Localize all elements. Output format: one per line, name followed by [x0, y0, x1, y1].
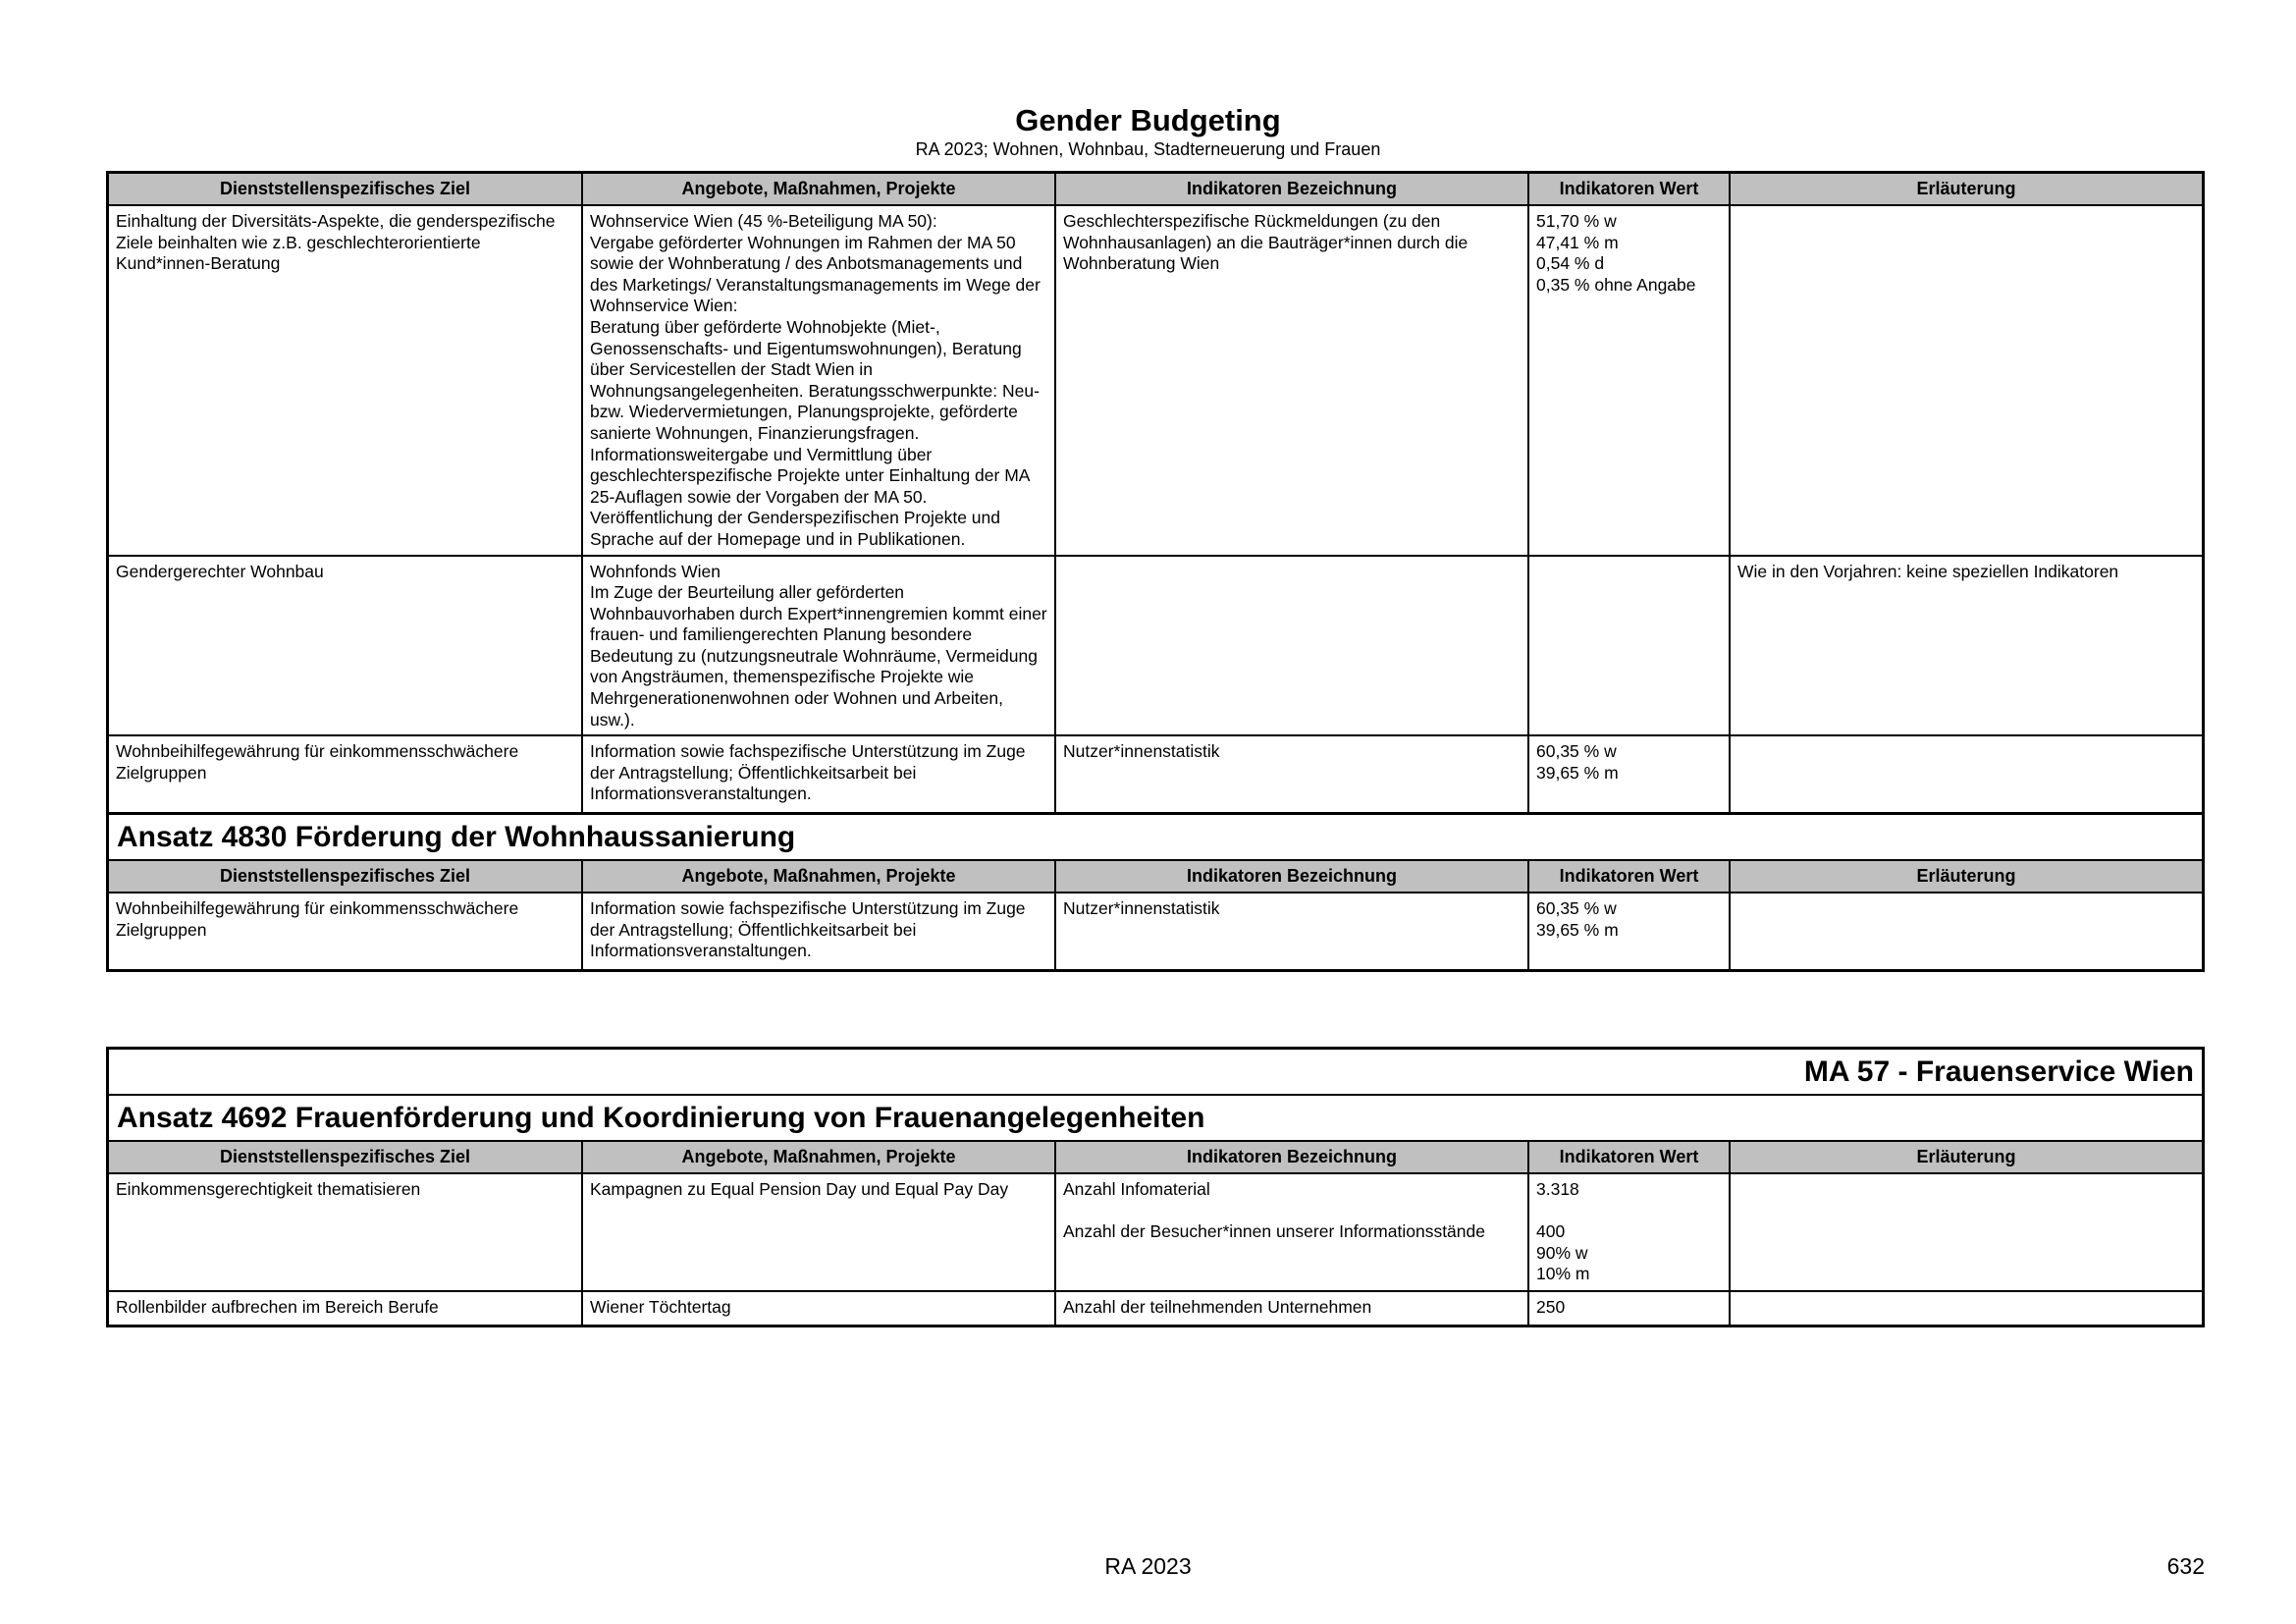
gender-budget-table-3	[109, 1142, 2202, 1325]
cell-ziel: Gendergerechter Wohnbau	[109, 556, 582, 736]
page-number: 632	[2166, 1553, 2205, 1579]
col-header-wert: Indikatoren Wert	[1528, 174, 1730, 205]
cell-erlaeuterung	[1730, 205, 2202, 556]
page-title: Gender Budgeting	[1015, 103, 1281, 137]
cell-indikator: Nutzer*innenstatistik	[1055, 735, 1528, 812]
cell-ziel: Rollenbilder aufbrechen im Bereich Berufe	[109, 1291, 582, 1325]
col-header-erlaeuterung: Erläuterung	[1730, 861, 2202, 893]
footer-report-label: RA 2023	[1104, 1553, 1192, 1579]
gender-budget-table-2	[109, 861, 2202, 969]
cell-indikator: Anzahl der teilnehmenden Unternehmen	[1055, 1291, 1528, 1325]
col-header-angebote: Angebote, Maßnahmen, Projekte	[582, 174, 1055, 205]
col-header-erlaeuterung: Erläuterung	[1730, 174, 2202, 205]
cell-wert: 250	[1528, 1291, 1730, 1325]
col-header-ziel: Dienststellenspezifisches Ziel	[109, 174, 582, 205]
cell-angebote: Wohnservice Wien (45 %-Beteiligung MA 50): Vergabe geförderter Wohnungen im Rahmen der MA 50 sowie der Wohnberatung / des Anbotsmanagements und des Marketings/ Veranstaltungsmanagements im Wege der Wohnservice Wien: Beratung über geförderte Wohnobjekte (Miet-, Genossenschafts- und Eigentumswohnungen), Beratung über Servicestellen der Stadt Wien in Wohnungsangelegenheiten. Beratungsschwerpunkte: Neu- bzw. Wiedervermietungen, Planungsprojekte, geförderte sanierte Wohnungen, Finanzierungsfragen. Informationsweitergabe und Vermittlung über geschlechterspezifische Projekte unter Einhaltung der MA 25-Auflagen sowie der Vorgaben der MA 50. Veröffentlichung der Genderspezifischen Projekte und Sprache auf der Homepage und in Publikationen.	[582, 205, 1055, 556]
cell-ziel: Wohnbeihilfegewährung für einkommensschwächere Zielgruppen	[116, 898, 519, 940]
cell-wert: 60,35 % w 39,65 % m	[1528, 735, 1730, 812]
gender-budget-table-1	[109, 174, 2202, 812]
cell-angebote: Information sowie fachspezifische Unterstützung im Zuge der Antragstellung; Öffentlichkeitsarbeit bei Informationsveranstaltungen.	[582, 735, 1055, 812]
table-block-ansatz-4830	[106, 812, 2205, 972]
table-block-ma57	[106, 1047, 2205, 1327]
cell-erlaeuterung	[1730, 1291, 2202, 1325]
table-row	[109, 1173, 2202, 1291]
cell-angebote: Wohnfonds Wien Im Zuge der Beurteilung aller geförderten Wohnbauvorhaben durch Expert*innengremien kommt einer frauen- und familiengerechten Planung besondere Bedeutung zu (nutzungsneutrale Wohnräume, Vermeidung von Angsträumen, themenspezifische Projekte wie Mehrgenerationenwohnen oder Wohnen und Arbeiten, usw.).	[582, 556, 1055, 736]
cell-indikator: Geschlechterspezifische Rückmeldungen (zu den Wohnhausanlagen) an die Bauträger*innen durch die Wohnberatung Wien	[1055, 205, 1528, 556]
table-block-wohnen	[106, 171, 2205, 815]
col-header-angebote: Angebote, Maßnahmen, Projekte	[582, 861, 1055, 893]
col-header-wert: Indikatoren Wert	[1528, 861, 1730, 893]
cell-indikator: Anzahl Infomaterial Anzahl der Besucher*innen unserer Informationsstände	[1055, 1173, 1528, 1291]
cell-wert: 3.318 400 90% w 10% m	[1528, 1173, 1730, 1291]
section-title-ansatz-4830: Ansatz 4830 Förderung der Wohnhaussanierung	[109, 815, 2202, 861]
col-header-erlaeuterung: Erläuterung	[1730, 1142, 2202, 1173]
cell-ziel: Einhaltung der Diversitäts-Aspekte, die genderspezifische Ziele beinhalten wie z.B. geschlechterorientierte Kund*innen-Beratung	[116, 211, 556, 274]
cell-ziel: Wohnbeihilfegewährung für einkommensschwächere Zielgruppen	[109, 735, 582, 812]
col-header-wert: Indikatoren Wert	[1528, 1142, 1730, 1173]
col-header-indikator: Indikatoren Bezeichnung	[1055, 174, 1528, 205]
cell-wert	[1528, 556, 1730, 736]
cell-wert: 51,70 % w 47,41 % m 0,54 % d 0,35 % ohne Angabe	[1528, 205, 1730, 556]
col-header-ziel: Dienststellenspezifisches Ziel	[109, 1142, 582, 1173]
cell-angebote: Kampagnen zu Equal Pension Day und Equal Pay Day	[582, 1173, 1055, 1291]
cell-erlaeuterung: Wie in den Vorjahren: keine speziellen Indikatoren	[1730, 556, 2202, 736]
col-header-ziel: Dienststellenspezifisches Ziel	[109, 861, 582, 893]
table-row	[109, 735, 2202, 812]
table-header-row	[109, 174, 2202, 205]
table-header-row	[109, 861, 2202, 893]
department-title: MA 57 - Frauenservice Wien	[109, 1050, 2202, 1096]
page-subtitle: RA 2023; Wohnen, Wohnbau, Stadterneuerung und Frauen	[915, 139, 1381, 159]
cell-wert: 60,35 % w 39,65 % m	[1528, 893, 1730, 969]
col-header-indikator: Indikatoren Bezeichnung	[1055, 1142, 1528, 1173]
cell-angebote: Information sowie fachspezifische Unterstützung im Zuge der Antragstellung; Öffentlichkeitsarbeit bei Informationsveranstaltungen.	[582, 893, 1055, 969]
cell-indikator	[1055, 556, 1528, 736]
table-row	[109, 893, 2202, 969]
cell-erlaeuterung	[1730, 735, 2202, 812]
cell-angebote: Wiener Töchtertag	[582, 1291, 1055, 1325]
cell-indikator: Nutzer*innenstatistik	[1055, 893, 1528, 969]
col-header-angebote: Angebote, Maßnahmen, Projekte	[582, 1142, 1055, 1173]
col-header-indikator: Indikatoren Bezeichnung	[1055, 861, 1528, 893]
table-row	[109, 556, 2202, 736]
table-header-row	[109, 1142, 2202, 1173]
table-row	[109, 205, 2202, 556]
section-title-ansatz-4692: Ansatz 4692 Frauenförderung und Koordinierung von Frauenangelegenheiten	[109, 1096, 2202, 1142]
cell-erlaeuterung	[1730, 893, 2202, 969]
cell-ziel: Einkommensgerechtigkeit thematisieren	[116, 1179, 421, 1199]
cell-erlaeuterung	[1730, 1173, 2202, 1291]
table-row	[109, 1291, 2202, 1325]
